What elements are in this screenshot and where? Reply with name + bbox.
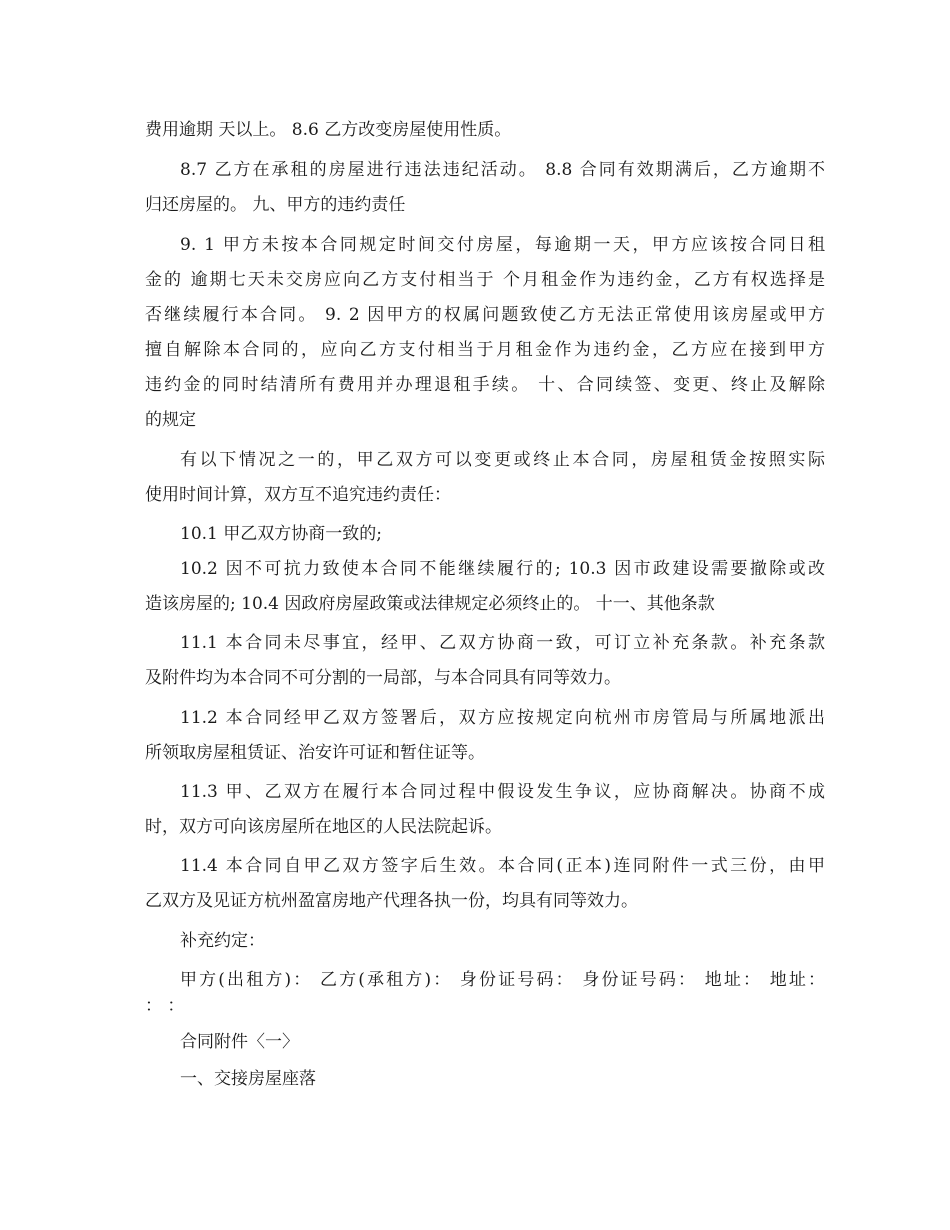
signature-fields-line: 甲方(出租方)： 乙方(承租方)： 身份证号码： 身份证号码： 地址： 地址： <box>180 970 825 990</box>
text-line: 否继续履行本合同。 9. 2 因甲方的权属问题致使乙方无法正常使用该房屋或甲方 <box>145 305 825 325</box>
text-line: 8.7 乙方在承租的房屋进行违法违纪活动。 8.8 合同有效期满后，乙方逾期不 <box>180 160 825 180</box>
text-line: 乙双方及见证方杭州盈富房地产代理各执一份，均具有同等效力。 <box>145 891 638 911</box>
signature-fields-line: ： ： <box>145 996 185 1016</box>
text-line: 违约金的同时结清所有费用并办理退租手续。 十、合同续签、变更、终止及解除 <box>145 375 825 395</box>
section-heading: 合同附件〈一〉 <box>180 1032 299 1052</box>
text-line: 所领取房屋租赁证、治安许可证和暂住证等。 <box>145 743 485 763</box>
text-line: 补充约定： <box>180 931 265 951</box>
text-line: 及附件均为本合同不可分割的一局部，与本合同具有同等效力。 <box>145 668 621 688</box>
text-line: 11.4 本合同自甲乙双方签字后生效。本合同(正本)连同附件一式三份，由甲 <box>180 856 825 876</box>
text-line: 金的 逾期七天未交房应向乙方支付相当于 个月租金作为违约金，乙方有权选择是 <box>145 270 825 290</box>
text-line: 有以下情况之一的，甲乙双方可以变更或终止本合同，房屋租赁金按照实际 <box>180 450 825 470</box>
text-line: 11.2 本合同经甲乙双方签署后，双方应按规定向杭州市房管局与所属地派出 <box>180 708 825 728</box>
text-line: 造该房屋的; 10.4 因政府房屋政策或法律规定必须终止的。 十一、其他条款 <box>145 594 715 614</box>
text-line: 10.1 甲乙双方协商一致的; <box>180 524 382 544</box>
text-line: 时，双方可向该房屋所在地区的人民法院起诉。 <box>145 817 502 837</box>
text-line: 的规定 <box>145 410 196 430</box>
section-heading: 一、交接房屋座落 <box>180 1069 316 1089</box>
text-line: 费用逾期 天以上。 8.6 乙方改变房屋使用性质。 <box>145 120 512 140</box>
text-line: 11.1 本合同未尽事宜，经甲、乙双方协商一致，可订立补充条款。补充条款 <box>180 633 825 653</box>
text-line: 归还房屋的。 九、甲方的违约责任 <box>145 195 406 215</box>
text-line: 11.3 甲、乙双方在履行本合同过程中假设发生争议，应协商解决。协商不成 <box>180 782 825 802</box>
text-line: 9. 1 甲方未按本合同规定时间交付房屋，每逾期一天，甲方应该按合同日租 <box>180 235 825 255</box>
text-line: 擅自解除本合同的，应向乙方支付相当于月租金作为违约金，乙方应在接到甲方 <box>145 340 825 360</box>
text-line: 10.2 因不可抗力致使本合同不能继续履行的; 10.3 因市政建设需要撤除或改 <box>180 559 825 579</box>
text-line: 使用时间计算，双方互不追究违约责任： <box>145 485 451 505</box>
